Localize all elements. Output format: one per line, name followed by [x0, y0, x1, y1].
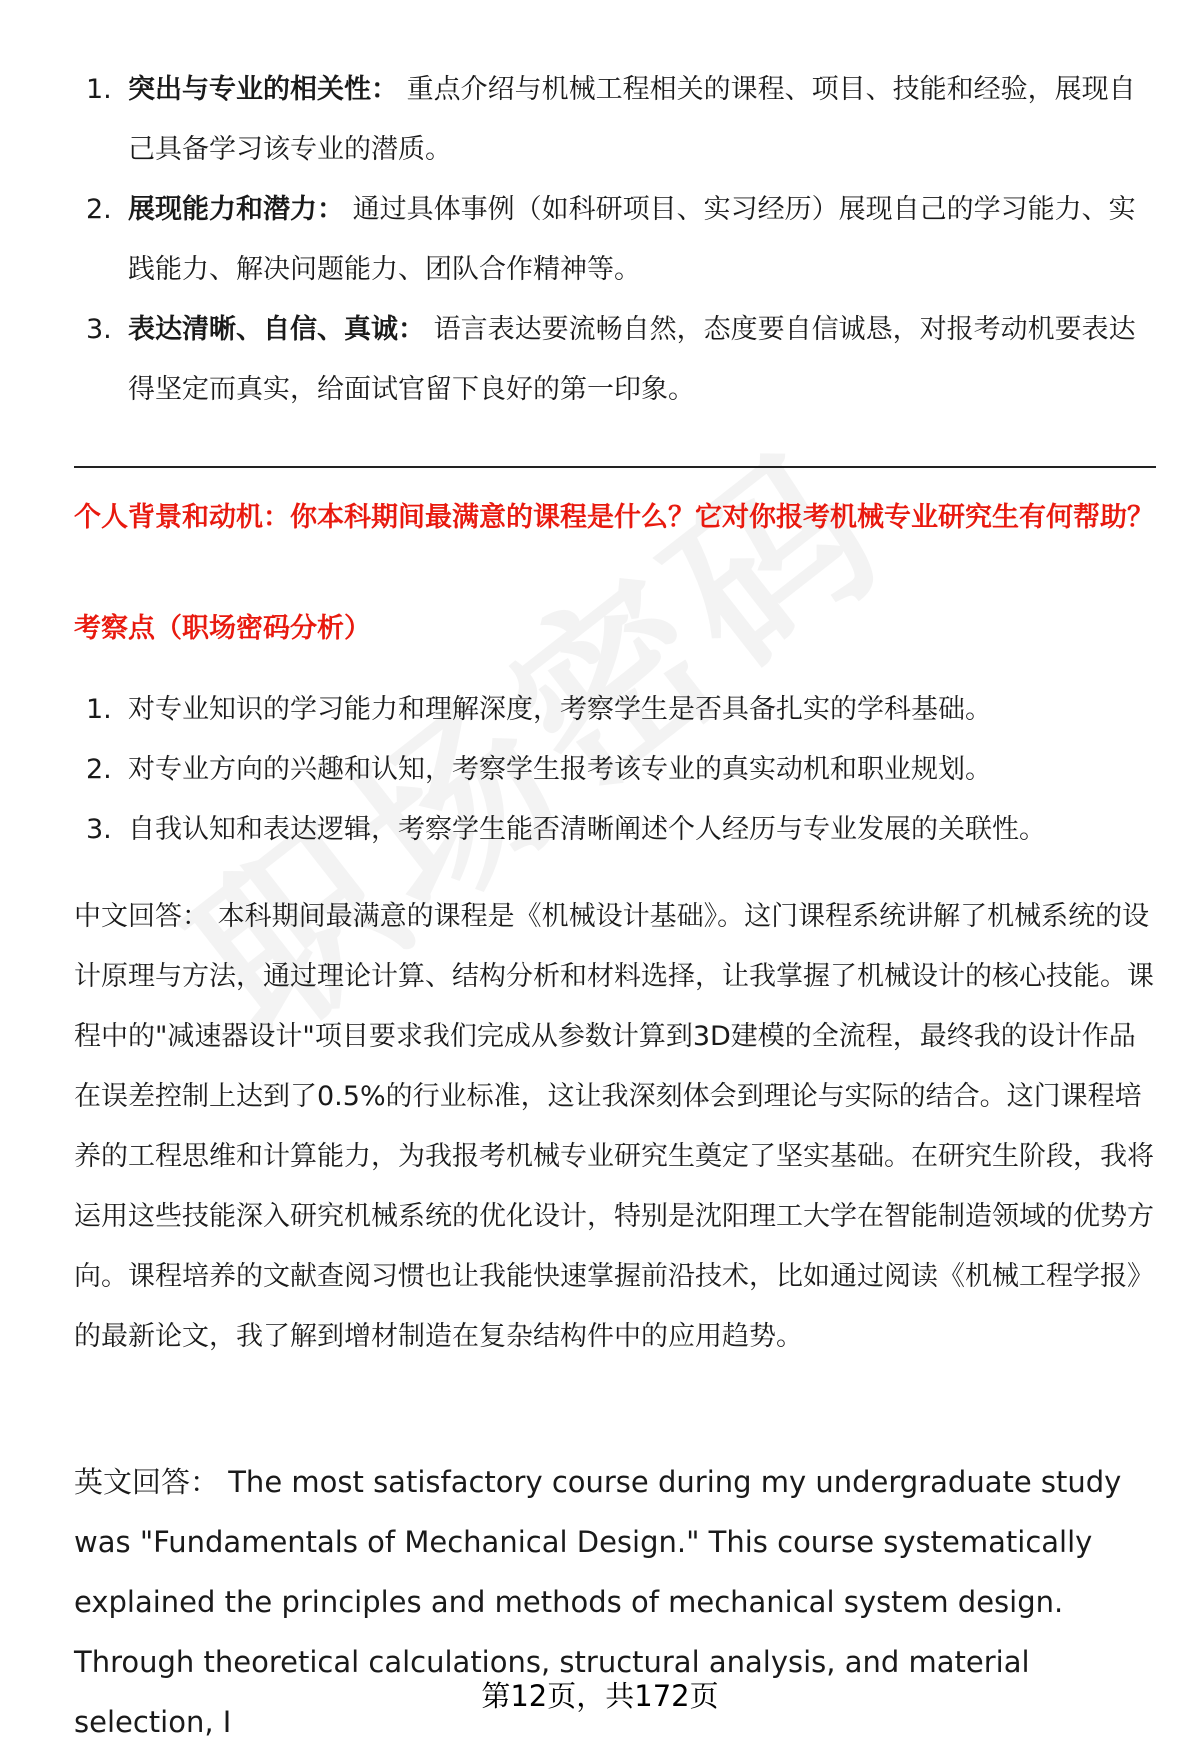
list-item — [74, 180, 1154, 300]
english-answer: 英文回答： The most satisfactory course during my undergraduate study was "Fundamentals of Mechanical Design." This course systematically explained the principles and methods of mechanical system design. Through theoretical calculations, structural analysis, and material selection, I — [74, 1465, 1122, 1739]
list-number: 2. — [86, 754, 112, 785]
page-footer: 第12页，共172页 — [481, 1679, 719, 1713]
list-number: 1. — [86, 74, 112, 105]
key-points-list — [74, 60, 1154, 420]
list-item — [74, 800, 1154, 860]
list-item-text: 语言表达要流畅自然，态度要自信诚恳，对报考动机要表达得坚定而真实，给面试官留下良好的第一印象。 — [128, 314, 1136, 405]
list-item — [74, 60, 1154, 180]
list-number: 3. — [86, 314, 112, 345]
list-item-text: 对专业方向的兴趣和认知，考察学生报考该专业的真实动机和职业规划。 — [128, 754, 992, 785]
list-item — [74, 300, 1154, 420]
list-item-text: 通过具体事例（如科研项目、实习经历）展现自己的学习能力、实践能力、解决问题能力、团队合作精神等。 — [128, 194, 1136, 285]
list-item-text: 自我认知和表达逻辑，考察学生能否清晰阐述个人经历与专业发展的关联性。 — [128, 814, 1046, 845]
chinese-answer: 中文回答： 本科期间最满意的课程是《机械设计基础》。这门课程系统讲解了机械系统的设计原理与方法，通过理论计算、结构分析和材料选择，让我掌握了机械设计的核心技能。课程中的"减速器设计"项目要求我们完成从参数计算到3D建模的全流程，最终我的设计作品在误差控制上达到了0.5%的行业标准，这让我深刻体会到理论与实际的结合。这门课程培养的工程思维和计算能力，为我报考机械专业研究生奠定了坚实基础。在研究生阶段，我将运用这些技能深入研究机械系统的优化设计，特别是沈阳理工大学在智能制造领域的优势方向。课程培养的文献查阅习惯也让我能快速掌握前沿技术，比如通过阅读《机械工程学报》的最新论文，我了解到增材制造在复杂结构件中的应用趋势。 — [74, 901, 1154, 1352]
list-number: 3. — [86, 814, 112, 845]
list-item-heading: 展现能力和潜力： — [128, 194, 344, 225]
assessment-points-list — [74, 680, 1154, 860]
list-item-text: 对专业知识的学习能力和理解深度，考察学生是否具备扎实的学科基础。 — [128, 694, 992, 725]
list-item — [74, 740, 1154, 800]
list-item-heading: 突出与专业的相关性： — [128, 74, 398, 105]
list-number: 1. — [86, 694, 112, 725]
list-item-text: 重点介绍与机械工程相关的课程、项目、技能和经验，展现自己具备学习该专业的潜质。 — [128, 74, 1136, 165]
list-number: 2. — [86, 194, 112, 225]
list-item — [74, 680, 1154, 740]
section-divider — [74, 466, 1156, 468]
question-title: 个人背景和动机：你本科期间最满意的课程是什么？它对你报考机械专业研究生有何帮助？ — [74, 502, 1154, 533]
list-item-heading: 表达清晰、自信、真诚： — [128, 314, 425, 345]
question-subtitle: 考察点（职场密码分析） — [74, 613, 371, 644]
